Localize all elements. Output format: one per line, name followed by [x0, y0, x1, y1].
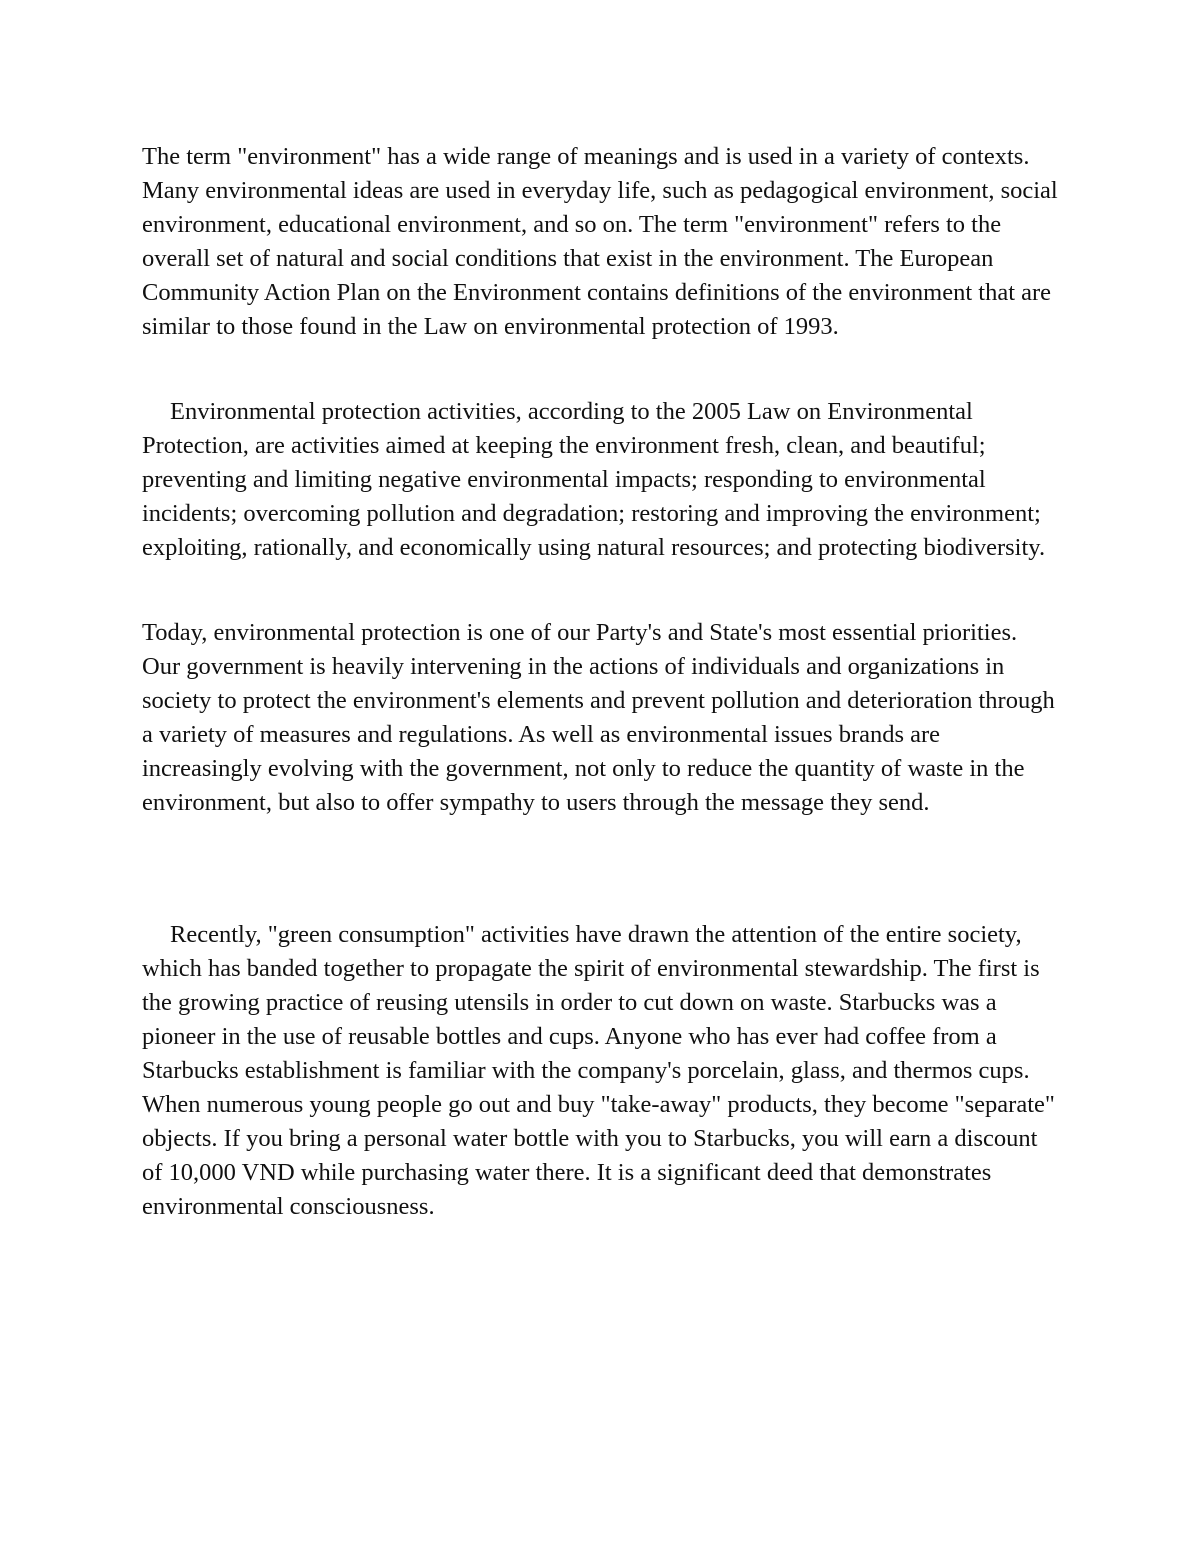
paragraph-green-consumption: Recently, "green consumption" activities have drawn the attention of the entire society, which has banded together to propagate the spirit of environmental stewardship. The first is the growing practice of reusing utensils in order to cut down on waste. Starbucks was a pioneer in the use of reusable bottles and cups. Anyone who has ever had coffee from a Starbucks establishment is familiar with the company's porcelain, glass, and thermos cups. When numerous young people go out and buy "take-away" products, they become "separate" objects. If you bring a personal water bottle with you to Starbucks, you will earn a discount of 10,000 VND while purchasing water there. It is a significant deed that demonstrates environmental consciousness. — [142, 921, 1055, 1220]
paragraph-protection-activities: Environmental protection activities, according to the 2005 Law on Environmental Protection, are activities aimed at keeping the environment fresh, clean, and beautiful; preventing and limiting negative environmental impacts; responding to environmental incidents; overcoming pollution and degradation; restoring and improving the environment; exploiting, rationally, and economically using natural resources; and protecting biodiversity. — [142, 398, 1046, 561]
paragraph-government-priorities: Today, environmental protection is one of our Party's and State's most essential priorities. Our government is heavily intervening in the actions of individuals and organizations in society to protect the environment's elements and prevent pollution and deterioration through a variety of measures and regulations. As well as environmental issues brands are increasingly evolving with the government, not only to reduce the quantity of waste in the environment, but also to offer sympathy to users through the message they send. — [142, 619, 1055, 816]
paragraph-environment-definition: The term "environment" has a wide range of meanings and is used in a variety of contexts. Many environmental ideas are used in everyday life, such as pedagogical environment, social environment, educational environment, and so on. The term "environment" refers to the overall set of natural and social conditions that exist in the environment. The European Community Action Plan on the Environment contains definitions of the environment that are similar to those found in the Law on environmental protection of 1993. — [142, 143, 1058, 340]
